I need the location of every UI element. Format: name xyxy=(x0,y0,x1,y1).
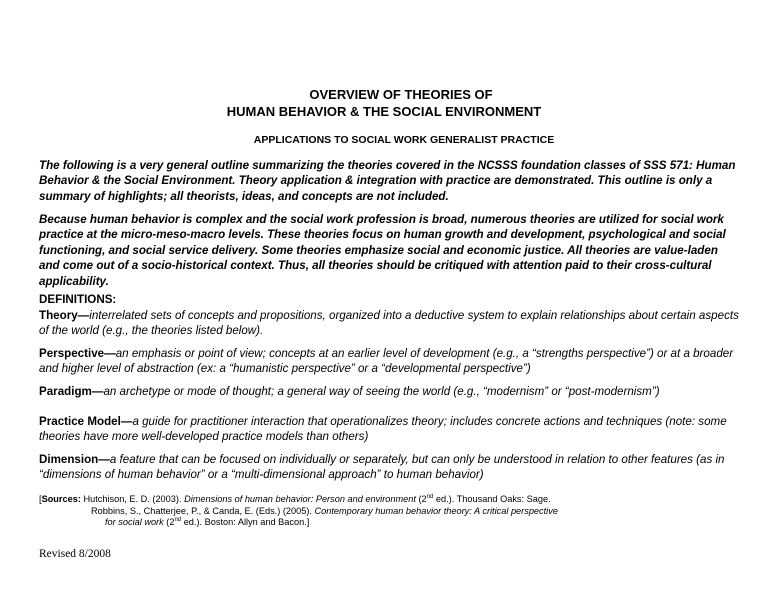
reference-title: Contemporary human behavior theory: A critical perspective xyxy=(314,505,558,516)
sources-label: Sources: xyxy=(41,494,81,504)
definition-dimension xyxy=(39,452,744,482)
definition-desc: an archetype or mode of thought; a general way of seeing the world (e.g., “modernism” or “post-modernism”) xyxy=(103,385,660,398)
document-subtitle: APPLICATIONS TO SOCIAL WORK GENERALIST PRACTICE xyxy=(253,134,555,146)
definition-desc: a guide for practitioner interaction that operationalizes theory; includes concrete actions and techniques (note: some theories have more well-developed practice models than others) xyxy=(39,415,727,443)
definition-desc: interrelated sets of concepts and propositions, organized into a deductive system to explain relationships about certain aspects of the world (e.g., the theories listed below). xyxy=(39,309,739,337)
definition-term: Perspective— xyxy=(39,347,116,360)
definition-practice-model xyxy=(39,414,744,444)
definition-term: Practice Model— xyxy=(39,415,133,428)
definition-perspective xyxy=(39,346,744,376)
source-reference-2: Robbins, S., Chatterjee, P., & Canda, E. (Eds.) (2005). Contemporary human behavior theory: A critical perspective xyxy=(91,505,558,516)
source-reference-2-cont: for social work (2nd ed.). Boston: Allyn and Bacon.] xyxy=(105,517,310,527)
intro-paragraph-2: Because human behavior is complex and the social work profession is broad, numerous theories are utilized for social work practice at the micro-meso-macro levels. These theories focus on human growth and development, psychological and social functioning, and social service delivery. Some theories emphasize social and economic justice. All theories are value-laden and come out of a socio-historical context. Thus, all theories should be critiqued with attention paid to their cross-cultural applicability. xyxy=(39,213,726,288)
document-title xyxy=(0,86,768,120)
definitions-heading: DEFINITIONS: xyxy=(39,293,117,306)
definition-paradigm xyxy=(39,384,744,399)
source-reference-1: [Sources: Hutchison, E. D. (2003). Dimensions of human behavior: Person and environment (2nd ed.). Thousand Oaks: Sage. xyxy=(39,494,551,504)
revised-date: Revised 8/2008 xyxy=(39,548,111,560)
definition-desc: a feature that can be focused on individually or separately, but can only be understood in relation to other features (as in “dimensions of human behavior” or a “multi-dimensional approach” to human behavior) xyxy=(39,453,725,481)
definition-term: Dimension— xyxy=(39,453,110,466)
sources-block xyxy=(39,494,744,529)
definition-term: Theory— xyxy=(39,309,90,322)
definition-theory xyxy=(39,308,744,338)
definition-desc: an emphasis or point of view; concepts at an earlier level of development (e.g., a “strengths perspective”) or at a broader and higher level of abstraction (ex: a “humanistic perspective” or a “developmental perspective”) xyxy=(39,347,734,375)
title-line-1: OVERVIEW OF THEORIES OF xyxy=(309,87,493,102)
reference-title: Dimensions of human behavior: Person and environment xyxy=(184,494,416,504)
title-line-2: HUMAN BEHAVIOR & THE SOCIAL ENVIRONMENT xyxy=(226,104,542,119)
intro-paragraph-1: The following is a very general outline summarizing the theories covered in the NCSSS foundation classes of SSS 571: Human Behavior & the Social Environment. Theory application & integration with practice are demonstrated. This outline is only a summary of highlights; all theorists, ideas, and concepts are not included. xyxy=(39,159,736,203)
definition-term: Paradigm— xyxy=(39,385,104,398)
